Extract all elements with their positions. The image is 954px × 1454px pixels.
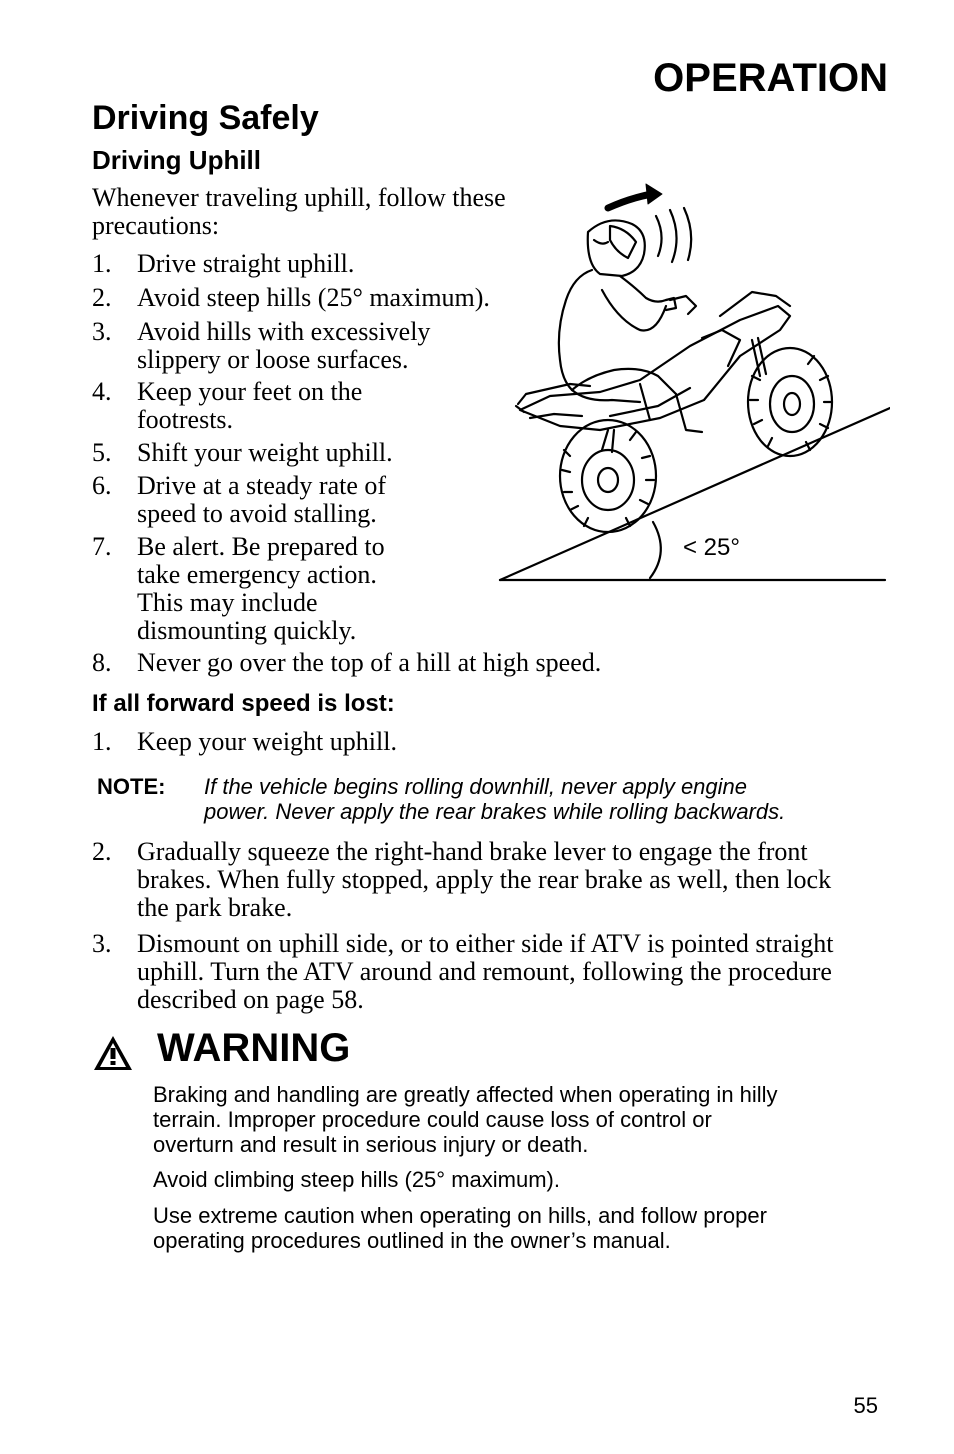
step-text-line: take emergency action. — [137, 560, 377, 589]
page-number: 55 — [853, 1393, 878, 1418]
warning-title: WARNING — [157, 1026, 351, 1070]
angle-arc — [650, 522, 661, 578]
angle-label: < 25° — [683, 534, 740, 561]
note-label: NOTE: — [97, 774, 166, 799]
step-text-line: footrests. — [137, 405, 234, 434]
step-text-line: uphill. Turn the ATV around and remount, following the procedure — [137, 957, 832, 986]
note-line: If the vehicle begins rolling downhill, never apply engine — [204, 774, 748, 799]
lean-arrow-shaft — [608, 194, 652, 208]
warning-paragraph — [153, 1082, 893, 1157]
step-text — [137, 930, 833, 1014]
step-number: 4. — [92, 377, 112, 406]
step-text: Drive straight uphill. — [137, 249, 355, 278]
step-text-line: Keep your feet on the — [137, 377, 363, 406]
warning-line: Use extreme caution when operating on hills, and follow proper — [153, 1203, 767, 1228]
step-number: 1. — [92, 249, 112, 278]
step-number: 2. — [92, 837, 112, 866]
step-text — [137, 318, 430, 374]
section-subtitle: Driving Uphill — [92, 145, 261, 175]
warning-paragraph — [153, 1203, 893, 1253]
warning-paragraph: Avoid climbing steep hills (25° maximum). — [153, 1167, 560, 1192]
step-number: 2. — [92, 283, 112, 312]
intro-text: Whenever traveling uphill, follow these precautions: — [92, 183, 506, 240]
step-text-line: dismounting quickly. — [137, 616, 357, 645]
step-number: 7. — [92, 532, 112, 561]
warning-triangle-icon — [92, 1034, 134, 1072]
note-body — [204, 774, 884, 824]
step-text — [137, 472, 386, 528]
step-text-line: slippery or loose surfaces. — [137, 345, 409, 374]
warning-line: Braking and handling are greatly affected when operating in hilly — [153, 1082, 778, 1107]
step-text: Never go over the top of a hill at high speed. — [137, 648, 602, 677]
step-text-line: Gradually squeeze the right-hand brake lever to engage the front — [137, 837, 808, 866]
step-text-line: speed to avoid stalling. — [137, 499, 377, 528]
page-title: Driving Safely — [92, 99, 319, 137]
step-text-line: Avoid hills with excessively — [137, 317, 431, 346]
step-text-line: Be alert. Be prepared to — [137, 532, 385, 561]
lean-arrow-head — [646, 184, 662, 204]
rear-wheel — [560, 420, 656, 532]
warning-line: terrain. Improper procedure could cause loss of control or — [153, 1107, 712, 1132]
warning-line: operating procedures outlined in the owner’s manual. — [153, 1228, 671, 1253]
step-number: 5. — [92, 438, 112, 467]
step-text — [137, 378, 362, 434]
note-line: power. Never apply the rear brakes while rolling backwards. — [204, 799, 786, 824]
step-number: 1. — [92, 727, 112, 756]
step-text-line: described on page 58. — [137, 985, 364, 1014]
step-text — [137, 533, 385, 645]
step-number: 3. — [92, 929, 112, 958]
section-header: OPERATION — [653, 56, 888, 100]
step-text-line: This may include — [137, 588, 318, 617]
atv-uphill-illustration — [490, 180, 890, 590]
step-text: Keep your weight uphill. — [137, 727, 397, 756]
step-number: 8. — [92, 648, 112, 677]
step-text-line: the park brake. — [137, 893, 293, 922]
subheading-lost-speed: If all forward speed is lost: — [92, 690, 395, 717]
step-text — [137, 838, 831, 922]
step-text: Shift your weight uphill. — [137, 438, 393, 467]
step-number: 6. — [92, 471, 112, 500]
step-text: Avoid steep hills (25° maximum). — [137, 283, 490, 312]
step-number: 3. — [92, 317, 112, 346]
warning-line: overturn and result in serious injury or death. — [153, 1132, 589, 1157]
step-text-line: Dismount on uphill side, or to either side if ATV is pointed straight — [137, 929, 834, 958]
step-text-line: Drive at a steady rate of — [137, 471, 387, 500]
front-wheel — [748, 348, 832, 456]
step-text-line: brakes. When fully stopped, apply the rear brake as well, then lock — [137, 865, 832, 894]
